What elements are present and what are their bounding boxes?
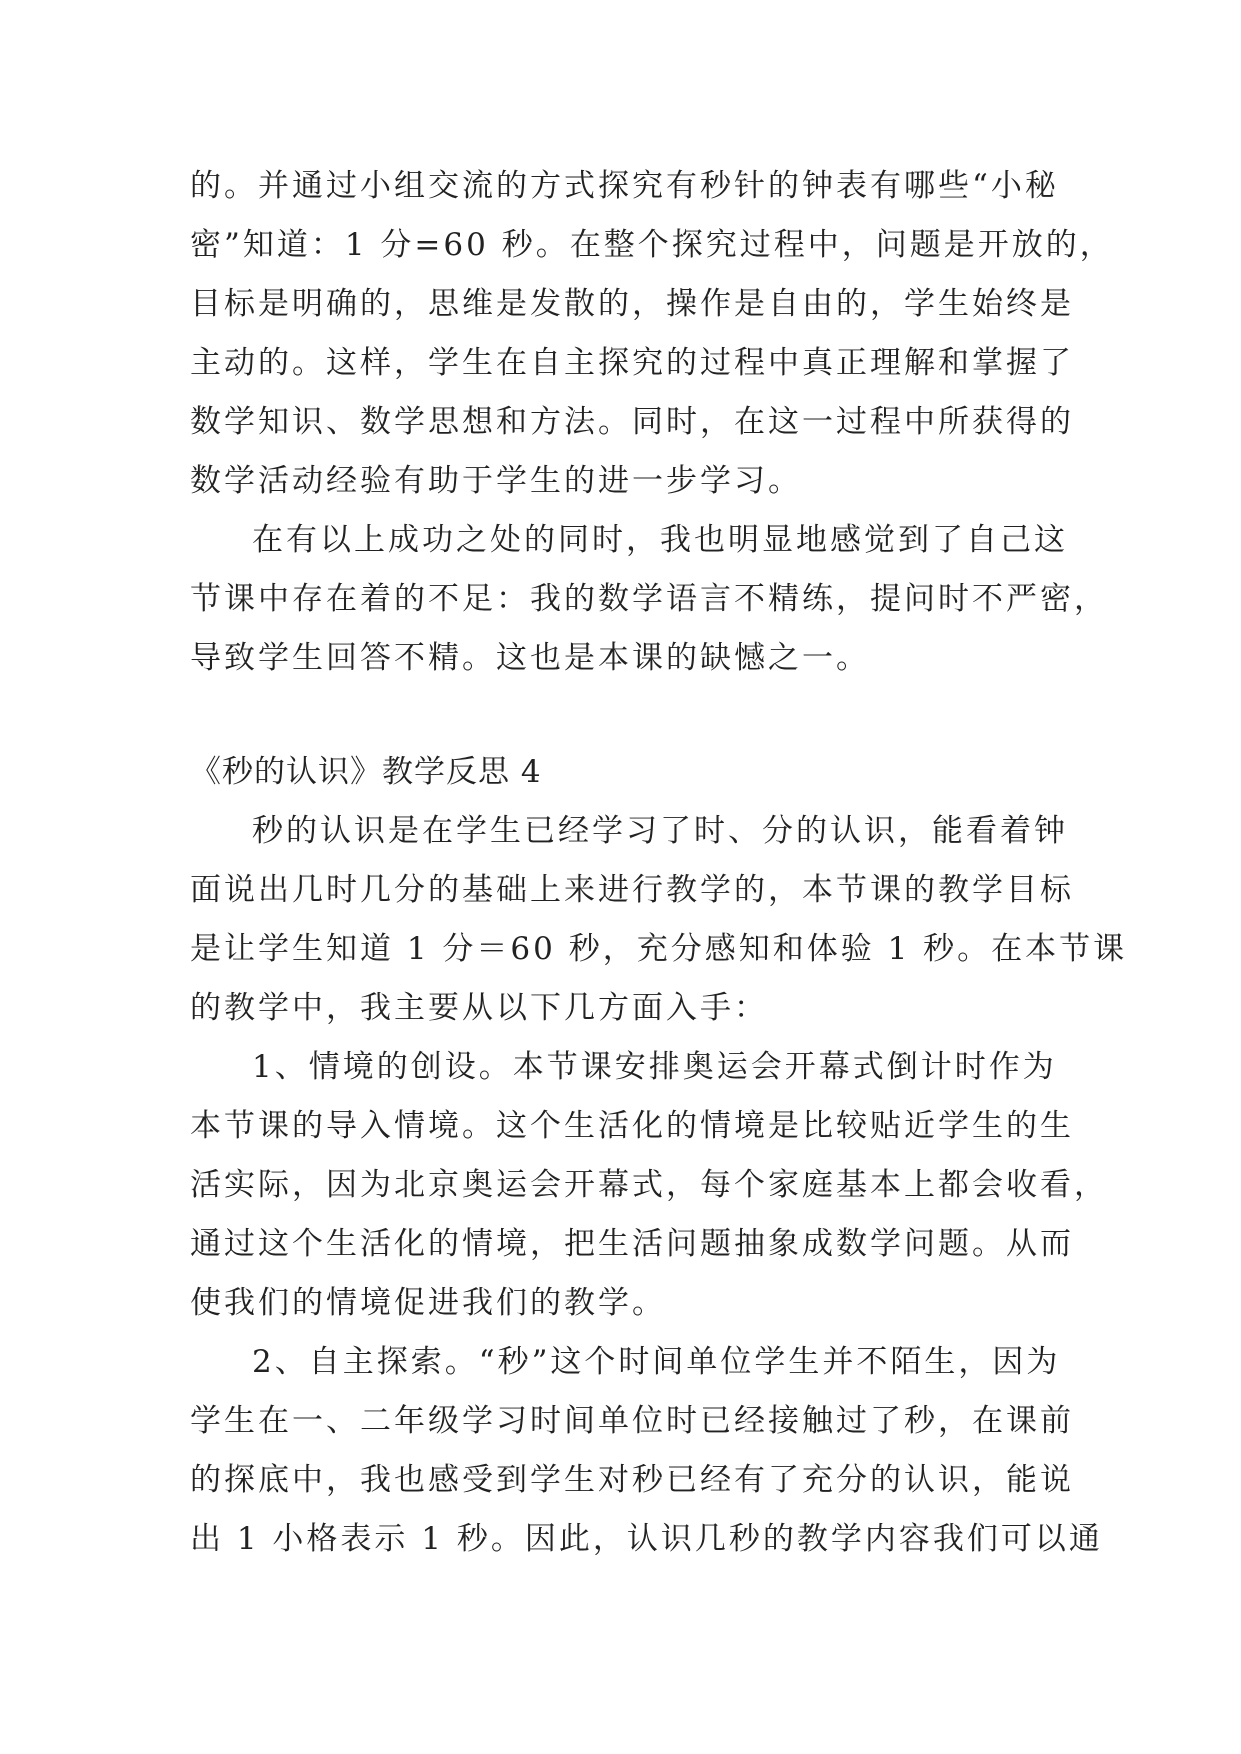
paragraph-line: 的探底中，我也感受到学生对秒已经有了充分的认识，能说 (190, 1462, 1074, 1498)
paragraph-line: 数学知识、数学思想和方法。同时，在这一过程中所获得的 (190, 404, 1074, 440)
paragraph-line: 的教学中，我主要从以下几方面入手： (190, 990, 768, 1026)
paragraph-line: 的。并通过小组交流的方式探究有秒针的钟表有哪些“小秘 (190, 168, 1059, 204)
paragraph-line: 通过这个生活化的情境，把生活问题抽象成数学问题。从而 (190, 1226, 1074, 1262)
paragraph-line: 数学活动经验有助于学生的进一步学习。 (190, 463, 802, 499)
paragraph-line: 目标是明确的，思维是发散的，操作是自由的，学生始终是 (190, 286, 1074, 322)
paragraph-line: 使我们的情境促进我们的教学。 (190, 1285, 666, 1321)
paragraph-line: 节课中存在着的不足：我的数学语言不精练，提问时不严密， (190, 581, 1108, 617)
paragraph-line: 秒的认识是在学生已经学习了时、分的认识，能看着钟 (252, 813, 1068, 849)
paragraph-line: 学生在一、二年级学习时间单位时已经接触过了秒，在课前 (190, 1403, 1074, 1439)
paragraph-line: 2、自主探索。“秒”这个时间单位学生并不陌生，因为 (252, 1344, 1061, 1380)
paragraph-line: 在有以上成功之处的同时，我也明显地感觉到了自己这 (252, 522, 1068, 558)
paragraph-line: 面说出几时几分的基础上来进行教学的，本节课的教学目标 (190, 872, 1074, 908)
paragraph-line: 是让学生知道 1 分＝60 秒，充分感知和体验 1 秒。在本节课 (190, 931, 1128, 967)
paragraph-line: 出 1 小格表示 1 秒。因此，认识几秒的教学内容我们可以通 (190, 1521, 1103, 1557)
section-title: 《秒的认识》教学反思 4 (190, 754, 542, 790)
paragraph-line: 1、情境的创设。本节课安排奥运会开幕式倒计时作为 (252, 1049, 1057, 1085)
paragraph-line: 导致学生回答不精。这也是本课的缺憾之一。 (190, 640, 870, 676)
paragraph-line: 主动的。这样，学生在自主探究的过程中真正理解和掌握了 (190, 345, 1074, 381)
paragraph-line: 本节课的导入情境。这个生活化的情境是比较贴近学生的生 (190, 1108, 1074, 1144)
paragraph-line: 密”知道：1 分=60 秒。在整个探究过程中，问题是开放的， (190, 227, 1114, 263)
paragraph-line: 活实际，因为北京奥运会开幕式，每个家庭基本上都会收看， (190, 1167, 1108, 1203)
